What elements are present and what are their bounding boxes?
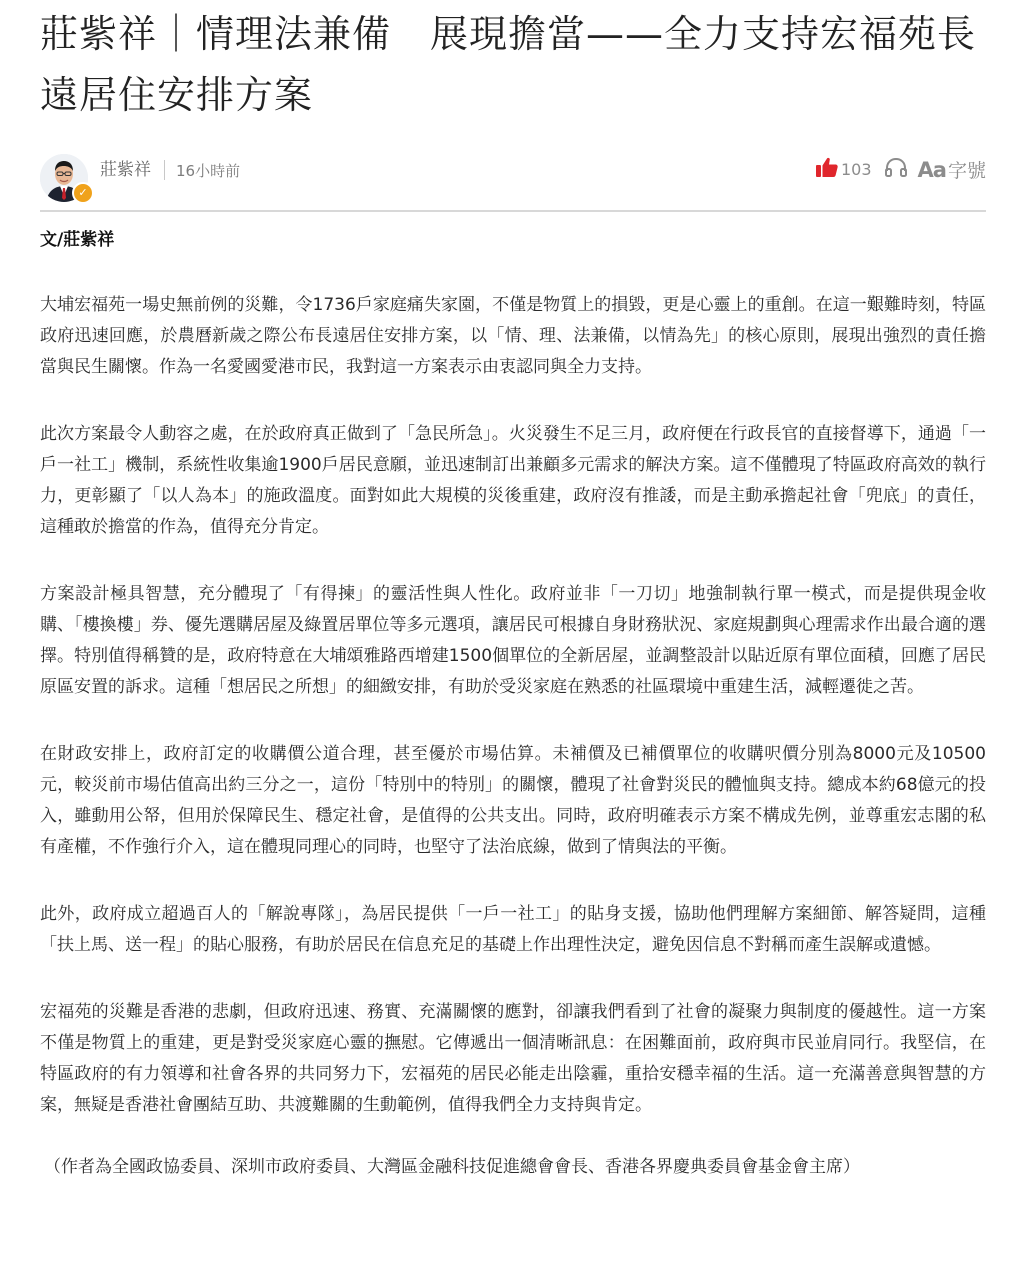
author-footnote: （作者為全國政協委員、深圳市政府委員、大灣區金融科技促進總會會長、香港各界慶典委員會基金會主席） [44,1157,860,1177]
headphones-icon [884,156,908,182]
article-paragraph: 宏福苑的災難是香港的悲劇，但政府迅速、務實、充滿關懷的應對，卻讓我們看到了社會的凝聚力與制度的優越性。這一方案不僅是物質上的重建，更是對受災家庭心靈的撫慰。它傳遞出一個清晰訊息：在困難面前，政府與市民並肩同行。我堅信，在特區政府的有力領導和社會各界的共同努力下，宏福苑的居民必能走出陰霾，重拾安穩幸福的生活。這一充滿善意與智慧的方案，無疑是香港社會團結互助、共渡難關的生動範例，值得我們全力支持與肯定。 [40,1002,986,1115]
article-paragraph: 方案設計極具智慧，充分體現了「有得揀」的靈活性與人性化。政府並非「一刀切」地強制執行單一模式，而是提供現金收購、「樓換樓」券、優先選購居屋及綠置居單位等多元選項，讓居民可根據自身財務狀況、家庭規劃與心理需求作出最合適的選擇。特別值得稱贊的是，政府特意在大埔頌雅路西增建1500個單位的全新居屋，並調整設計以貼近原有單位面積，回應了居民原區安置的訴求。這種「想居民之所想」的細緻安排，有助於受災家庭在熟悉的社區環境中重建生活，減輕遷徙之苦。 [40,584,986,697]
font-size-icon: Aa [917,157,946,182]
article-actions [815,154,986,184]
verified-badge-icon: ✓ [72,182,94,204]
article-paragraph: 大埔宏福苑一場史無前例的災難，令1736戶家庭痛失家園，不僅是物質上的損毀，更是心靈上的重創。在這一艱難時刻，特區政府迅速回應，於農曆新歲之際公布長遠居住安排方案，以「情、理、法兼備，以情為先」的核心原則，展現出強烈的責任擔當與民生關懷。作為一名愛國愛港市民，我對這一方案表示由衷認同與全力支持。 [40,295,986,377]
article-paragraph: 在財政安排上，政府訂定的收購價公道合理，甚至優於市場估算。未補價及已補價單位的收購呎價分別為8000元及10500元，較災前市場估值高出約三分之一，這份「特別中的特別」的關懷，體現了社會對災民的體恤與支持。總成本約68億元的投入，雖動用公帑，但用於保障民生、穩定社會，是值得的公共支出。同時，政府明確表示方案不構成先例，並尊重宏志閣的私有產權，不作強行介入，這在體現同理心的同時，也堅守了法治底線，做到了情與法的平衡。 [40,744,986,857]
like-button[interactable] [815,156,872,182]
listen-button[interactable] [884,156,908,182]
font-size-button[interactable] [918,156,986,183]
article-title: 莊紫祥｜情理法兼備 展現擔當——全力支持宏福苑長遠居住安排方案 [40,12,977,117]
like-count: 103 [841,159,872,179]
thumbs-up-icon [815,156,839,182]
author-name[interactable]: 莊紫祥 [100,160,151,180]
article-paragraph: 此次方案最令人動容之處，在於政府真正做到了「急民所急」。火災發生不足三月，政府便在行政長官的直接督導下，通過「一戶一社工」機制，系統性收集逾1900戶居民意願，並迅速制訂出兼顧多元需求的解決方案。這不僅體現了特區政府高效的執行力，更彰顯了「以人為本」的施政溫度。面對如此大規模的災後重建，政府沒有推諉，而是主動承擔起社會「兜底」的責任，這種敢於擔當的作為，值得充分肯定。 [40,424,986,537]
article-page [40,0,986,1183]
article-paragraph: 此外，政府成立超過百人的「解說專隊」，為居民提供「一戶一社工」的貼身支援，協助他們理解方案細節、解答疑問，這種「扶上馬、送一程」的貼心服務，有助於居民在信息充足的基礎上作出理性決定，避免因信息不對稱而產生誤解或遺憾。 [40,904,986,955]
article-meta-bar [40,154,986,212]
article-byline: 文/莊紫祥 [40,230,115,250]
font-size-label: 字號 [947,159,986,182]
author-avatar[interactable] [40,154,88,202]
meta-divider [164,160,165,180]
publish-time: 16小時前 [176,162,241,180]
